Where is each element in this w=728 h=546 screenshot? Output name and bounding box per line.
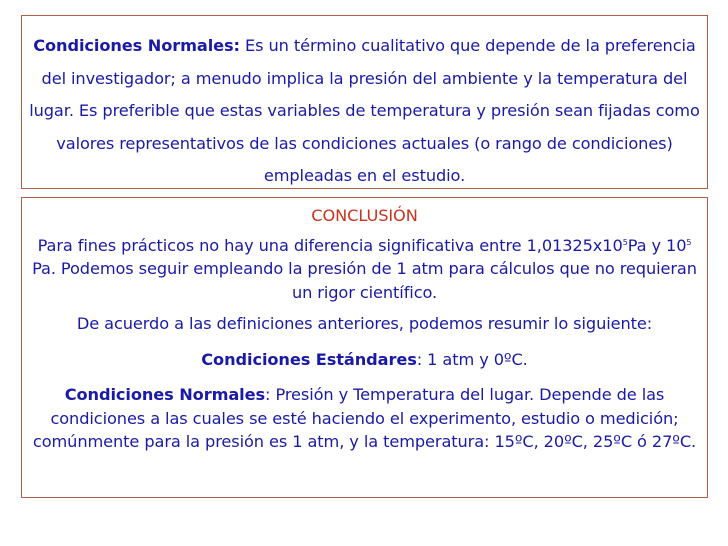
summary-intro: De acuerdo a las definiciones anteriores, podemos resumir lo siguiente: — [76, 314, 653, 333]
pressure-paragraph — [26, 234, 703, 305]
exponent-2: 5 — [686, 237, 692, 247]
definition-box — [21, 15, 708, 189]
conclusion-heading: CONCLUSIÓN — [311, 206, 418, 225]
standard-conditions — [26, 348, 703, 372]
normal-conditions — [26, 383, 703, 454]
pressure-text-c: Pa. Podemos seguir empleando la presión de 1 atm para cálculos que no requieran un rigor científico. — [32, 259, 697, 302]
definition-text: Es un término cualitativo que depende de la preferencia del investigador; a menudo implica la presión del ambiente y la temperatura del lugar. Es preferible que estas variables de temperatura y presión sean fijadas como valores representativos de las condiciones actuales (o rango de condiciones) empleadas en el estudio. — [29, 36, 700, 185]
pressure-text-a: Para fines prácticos no hay una diferencia significativa entre 1,01325x10 — [37, 235, 623, 255]
conclusion-box — [21, 197, 708, 498]
term-label: Condiciones Normales: — [33, 36, 240, 55]
exponent-1: 5 — [622, 237, 628, 247]
standard-def: : 1 atm y 0ºC. — [416, 349, 528, 369]
normal-term: Condiciones Normales — [64, 385, 266, 404]
pressure-text-b: Pa y 10 — [627, 235, 687, 255]
standard-term: Condiciones Estándares — [201, 349, 417, 369]
definition-paragraph — [26, 30, 703, 193]
normal-def: : Presión y Temperatura del lugar. Depende de las condiciones a las cuales se esté haciendo el experimento, estudio o medición; comúnmente para la presión es 1 atm, y la temperatura: 15ºC, 20ºC, 25ºC ó 27ºC. — [32, 385, 697, 451]
